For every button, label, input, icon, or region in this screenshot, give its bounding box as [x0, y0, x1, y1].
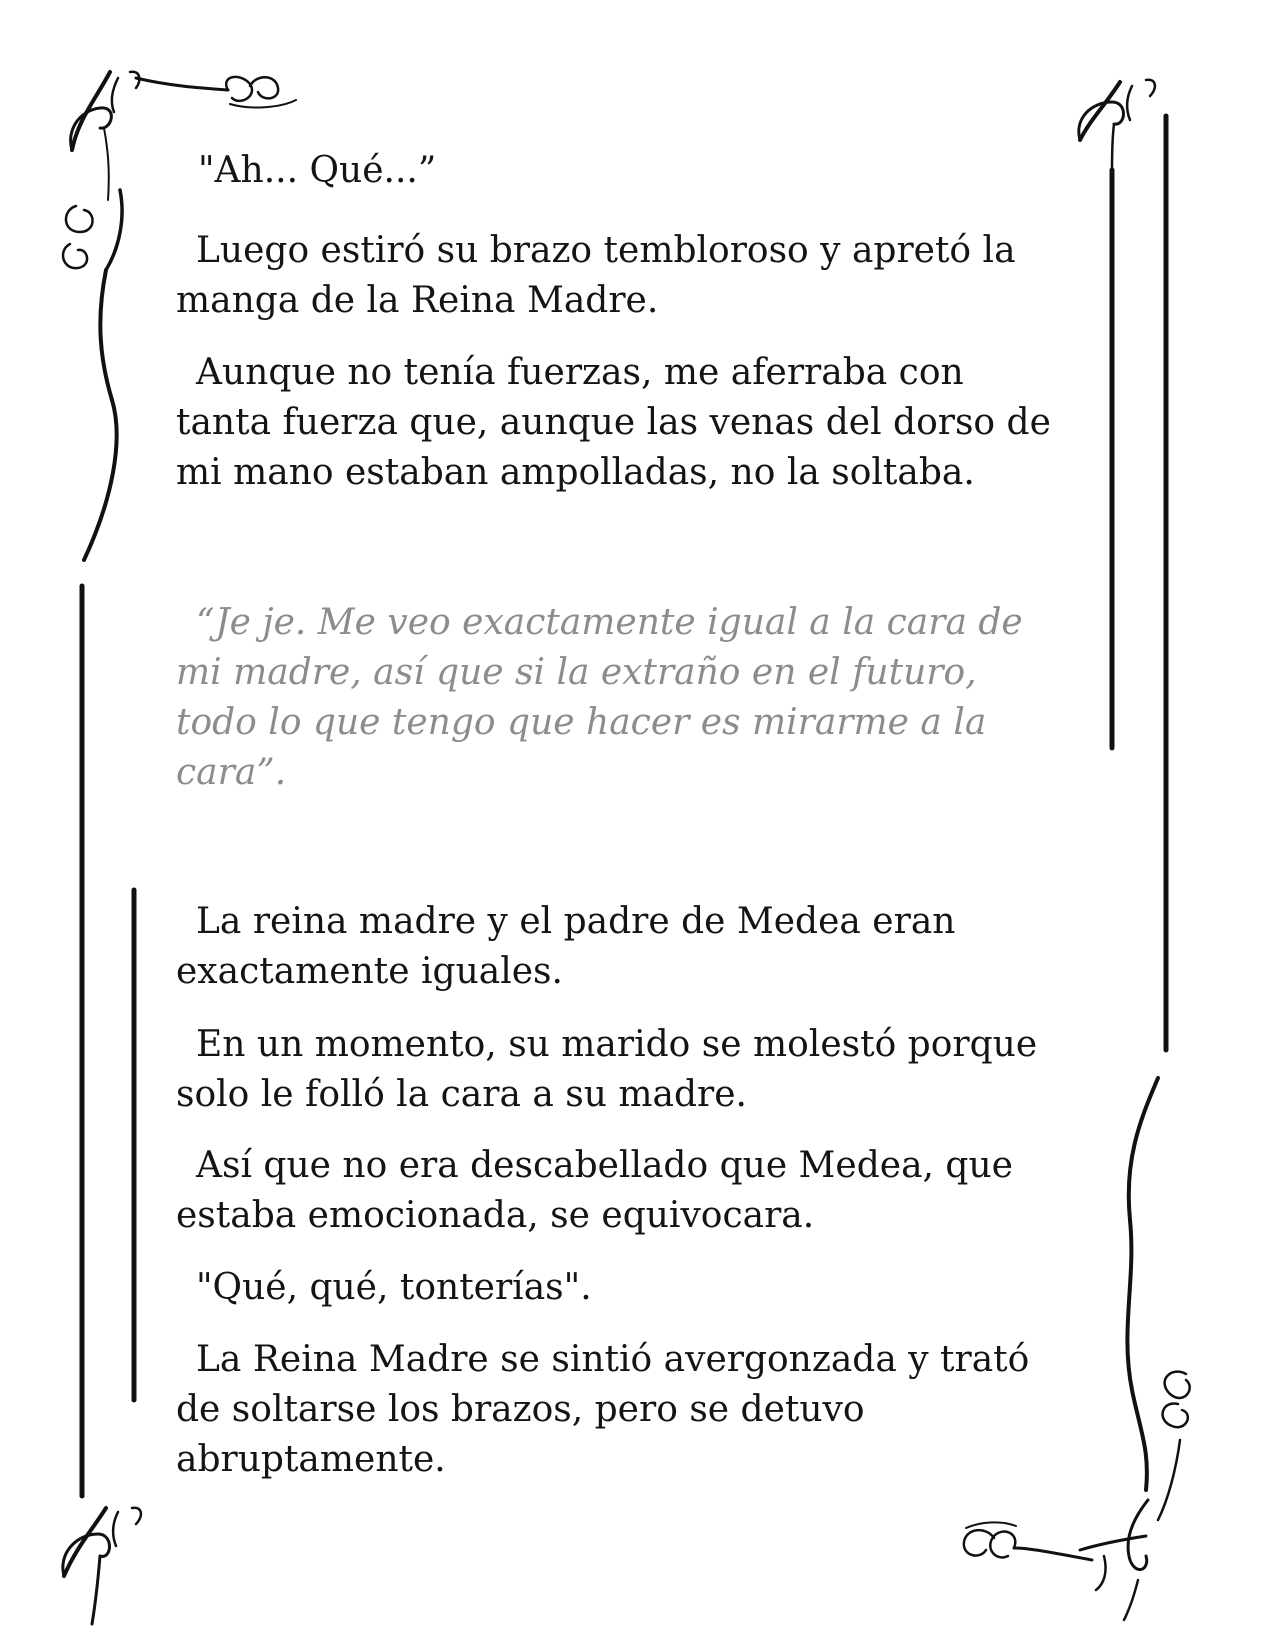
paragraph-2: Luego estiró su brazo tembloroso y apretó la manga de la Reina Madre.	[176, 230, 1016, 321]
paragraph-7: Así que no era descabellado que Medea, que estaba emocionada, se equivocara.	[176, 1145, 1013, 1236]
paragraph-3: Aunque no tenía fuerzas, me aferraba con tanta fuerza que, aunque las venas del dorso de mi mano estaban ampolladas, no la soltaba.	[176, 352, 1051, 493]
flashback-quote: “Je je. Me veo exactamente igual a la cara de mi madre, así que si la extraño en el futuro, todo lo que tengo que hacer es mirarme a la cara”.	[176, 602, 1023, 793]
paragraph-9: La Reina Madre se sintió avergonzada y trató de soltarse los brazos, pero se detuvo abruptamente.	[176, 1339, 1030, 1480]
paragraph-1: "Ah... Qué...”	[198, 150, 437, 191]
paragraph-6: En un momento, su marido se molestó porque solo le folló la cara a su madre.	[176, 1024, 1038, 1115]
paragraph-8: "Qué, qué, tonterías".	[196, 1267, 592, 1308]
paragraph-5: La reina madre y el padre de Medea eran exactamente iguales.	[176, 901, 956, 992]
bottom-left-flourish-icon	[63, 1508, 141, 1624]
